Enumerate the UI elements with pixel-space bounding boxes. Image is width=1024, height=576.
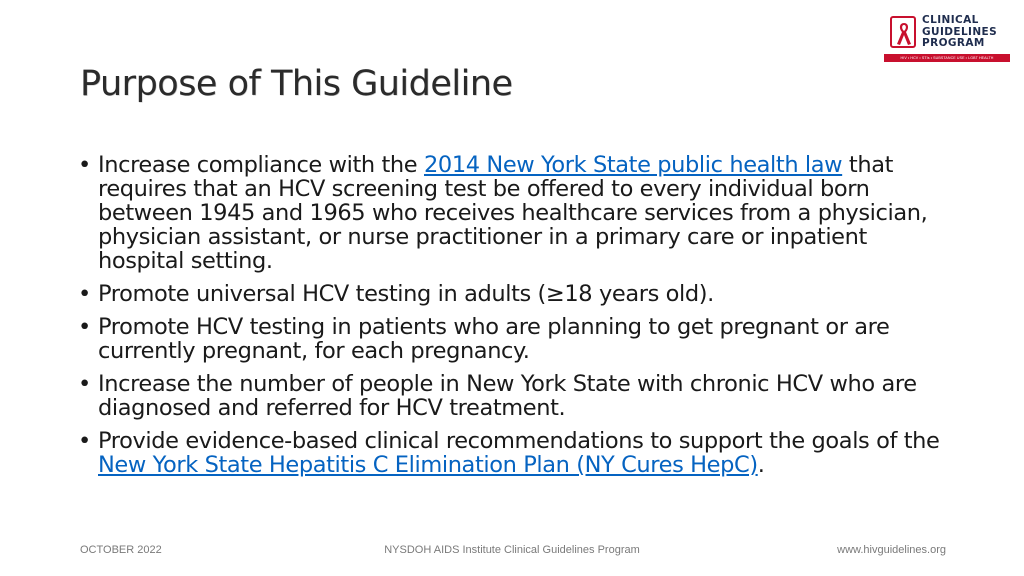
bullet-marker: •	[78, 152, 91, 178]
bullet-text: Promote HCV testing in patients who are planning to get pregnant or are currently pregnant, for each pregnancy.	[98, 314, 890, 364]
logo-wordmark	[922, 15, 997, 50]
footer-website: www.hivguidelines.org	[837, 544, 946, 556]
bullet-marker: •	[78, 314, 91, 340]
bullet-marker: •	[78, 428, 91, 454]
bullet-marker: •	[78, 371, 91, 397]
bullet-marker: •	[78, 281, 91, 307]
bullet-list	[78, 153, 958, 486]
footer-date: OCTOBER 2022	[80, 544, 162, 556]
bullet-text: Provide evidence-based clinical recommendations to support the goals of the	[98, 428, 940, 454]
bullet-text: Promote universal HCV testing in adults (≥18 years old).	[98, 281, 714, 307]
bullet-text: that requires that an HCV screening test be offered to every individual born between 1945 and 1965 who receives healthcare services from a physician, physician assistant, or nurse practitioner in a primary care or inpatient hospital setting.	[98, 152, 928, 274]
bullet-item	[78, 282, 958, 306]
ny-public-health-law-link[interactable]: 2014 New York State public health law	[424, 152, 843, 178]
bullet-text: .	[757, 452, 765, 478]
logo-line-3: PROGRAM	[922, 37, 985, 49]
logo-tagline-strip: HIV • HCV • STIs • SUBSTANCE USE • LGBT HEALTH	[884, 54, 1010, 62]
logo-badge	[890, 16, 916, 48]
logo-line-2: GUIDELINES	[922, 25, 998, 38]
bullet-text: Increase the number of people in New York State with chronic HCV who are diagnosed and referred for HCV treatment.	[98, 371, 917, 421]
awareness-ribbon-icon	[895, 20, 913, 46]
bullet-item	[78, 315, 958, 363]
slide-title: Purpose of This Guideline	[80, 64, 513, 104]
bullet-item	[78, 372, 958, 420]
bullet-item	[78, 429, 958, 477]
clinical-guidelines-logo	[884, 14, 1010, 64]
footer-program: NYSDOH AIDS Institute Clinical Guidelines Program	[384, 544, 640, 556]
logo-line-1: CLINICAL	[922, 14, 979, 26]
ny-cures-hepc-link[interactable]: New York State Hepatitis C Elimination Plan (NY Cures HepC)	[98, 452, 758, 478]
bullet-text: Increase compliance with the	[98, 152, 424, 178]
bullet-item	[78, 153, 958, 273]
